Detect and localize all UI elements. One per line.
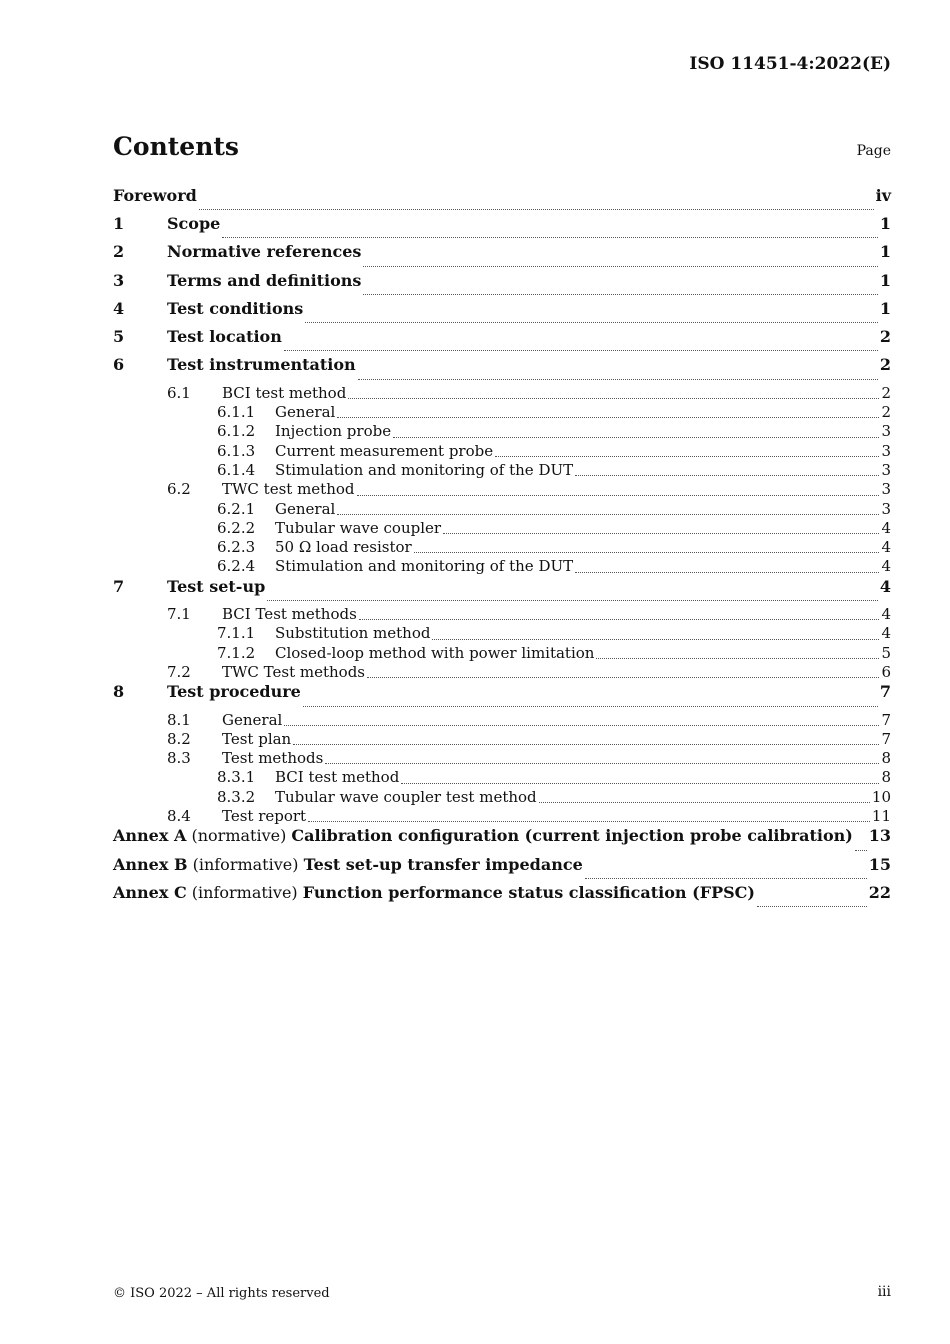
- toc-label: Stimulation and monitoring of the DUT: [275, 557, 574, 576]
- toc-number: 6.2: [167, 480, 191, 499]
- leader-dots: [284, 349, 878, 351]
- toc-number: 8: [113, 682, 125, 702]
- toc-page: 4: [881, 538, 891, 557]
- page-number: iii: [877, 1284, 891, 1300]
- toc-entry-annex-b[interactable]: [113, 855, 891, 883]
- toc-number: 6.2.2: [217, 518, 256, 537]
- copyright-notice: © ISO 2022 – All rights reserved: [113, 1286, 330, 1301]
- leader-dots: [337, 416, 879, 418]
- leader-dots: [357, 494, 880, 496]
- annex-name: Annex B: [113, 854, 188, 874]
- toc-page: 2: [879, 327, 891, 347]
- leader-dots: [359, 618, 880, 620]
- toc-page: 1: [879, 242, 891, 262]
- toc-label: Stimulation and monitoring of the DUT: [275, 460, 574, 479]
- leader-dots: [222, 236, 878, 238]
- toc-number: 6.1.3: [217, 441, 256, 460]
- toc-number: 8.3.1: [217, 768, 256, 787]
- toc-entry-6-2[interactable]: [113, 480, 891, 499]
- leader-dots: [575, 571, 879, 573]
- annex-title: Test set-up transfer impedance: [303, 854, 583, 874]
- table-of-contents: [113, 186, 891, 911]
- toc-entry-7-2[interactable]: [113, 663, 891, 682]
- annex-title: Function performance status classification (FPSC): [302, 882, 755, 902]
- toc-entry-7-1[interactable]: [113, 605, 891, 624]
- toc-label: Test procedure: [167, 682, 301, 702]
- leader-dots: [585, 877, 867, 879]
- leader-dots: [348, 397, 879, 399]
- toc-number: 1: [113, 214, 125, 233]
- annex-title: Calibration configuration (current injection probe calibration): [291, 826, 853, 846]
- toc-label: Test location: [167, 327, 282, 347]
- leader-dots: [363, 265, 877, 267]
- document-id: ISO 11451-4:2022(E): [689, 54, 891, 74]
- toc-entry-annex-c[interactable]: [113, 883, 891, 911]
- toc-page: 1: [879, 298, 891, 318]
- toc-entry-7-1-2[interactable]: [113, 644, 891, 663]
- toc-label: General: [275, 499, 336, 518]
- toc-label: BCI test method: [275, 768, 400, 787]
- toc-page: 11: [871, 807, 891, 826]
- toc-number: 2: [113, 242, 125, 262]
- leader-dots: [199, 208, 874, 210]
- toc-page: 10: [871, 787, 891, 806]
- toc-page: 4: [881, 557, 891, 576]
- page-column-label: Page: [856, 143, 891, 159]
- toc-entry-4[interactable]: [113, 299, 891, 327]
- toc-label: Foreword: [113, 186, 197, 205]
- toc-page: 2: [879, 355, 891, 375]
- toc-entry-8-3-1[interactable]: [113, 768, 891, 787]
- annex-name: Annex C: [113, 882, 187, 902]
- toc-page: iv: [875, 186, 891, 205]
- leader-dots: [596, 657, 879, 659]
- leader-dots: [401, 782, 879, 784]
- toc-page: 15: [868, 854, 891, 874]
- toc-label: BCI test method: [222, 383, 347, 402]
- toc-page: 8: [881, 768, 891, 787]
- toc-entry-6-1-2[interactable]: [113, 422, 891, 441]
- toc-entry-8-4[interactable]: [113, 807, 891, 826]
- toc-label: Closed-loop method with power limitation: [275, 643, 595, 662]
- toc-entry-annex-a[interactable]: [113, 826, 891, 854]
- toc-entry-6-2-4[interactable]: [113, 557, 891, 576]
- toc-page: 7: [881, 729, 891, 748]
- toc-number: 6.1: [167, 383, 191, 402]
- toc-number: 3: [113, 270, 125, 290]
- toc-label: TWC test method: [222, 480, 355, 499]
- toc-label: Test instrumentation: [167, 355, 356, 375]
- leader-dots: [757, 905, 867, 907]
- toc-page: 4: [879, 576, 891, 596]
- leader-dots: [358, 378, 878, 380]
- toc-page: 13: [868, 826, 891, 846]
- toc-entry-6-1-3[interactable]: [113, 442, 891, 461]
- toc-number: 4: [113, 298, 125, 318]
- toc-page: 4: [881, 624, 891, 643]
- toc-page: 8: [881, 749, 891, 768]
- toc-entry-foreword[interactable]: [113, 186, 891, 214]
- toc-entry-8-3-2[interactable]: [113, 788, 891, 807]
- toc-entry-6-1-1[interactable]: [113, 403, 891, 422]
- toc-entry-5[interactable]: [113, 327, 891, 355]
- leader-dots: [855, 849, 867, 851]
- toc-label: TWC Test methods: [222, 662, 365, 681]
- toc-label: Normative references: [167, 242, 362, 262]
- toc-label: 50 Ω load resistor: [275, 538, 412, 557]
- toc-label: General: [222, 710, 283, 729]
- toc-number: 6.1.2: [217, 422, 256, 441]
- toc-entry-7[interactable]: [113, 577, 891, 605]
- toc-label: Test plan: [222, 729, 292, 748]
- toc-page: 1: [879, 270, 891, 290]
- toc-page: 22: [868, 882, 891, 902]
- toc-label: Current measurement probe: [275, 441, 494, 460]
- toc-entry-2[interactable]: [113, 242, 891, 270]
- leader-dots: [575, 474, 879, 476]
- toc-entry-8[interactable]: [113, 682, 891, 710]
- toc-entry-6[interactable]: [113, 355, 891, 383]
- toc-page: 5: [881, 643, 891, 662]
- leader-dots: [367, 676, 879, 678]
- leader-dots: [539, 801, 870, 803]
- toc-number: 7.1.2: [217, 643, 256, 662]
- toc-number: 5: [113, 327, 125, 347]
- toc-label: Injection probe: [275, 422, 392, 441]
- toc-entry-6-2-2[interactable]: [113, 519, 891, 538]
- leader-dots: [267, 599, 878, 601]
- page-title: Contents: [113, 132, 240, 161]
- toc-label: Test report: [222, 807, 307, 826]
- toc-page: 1: [879, 214, 891, 233]
- toc-number: 6.2.1: [217, 499, 256, 518]
- leader-dots: [293, 743, 879, 745]
- title-row: [113, 132, 891, 161]
- toc-entry-8-1[interactable]: [113, 711, 891, 730]
- leader-dots: [284, 724, 879, 726]
- leader-dots: [495, 455, 879, 457]
- annex-type: (informative): [191, 882, 298, 902]
- toc-number: 7.1.1: [217, 624, 256, 643]
- toc-number: 8.2: [167, 729, 191, 748]
- toc-entry-6-1-4[interactable]: [113, 461, 891, 480]
- toc-number: 6.2.4: [217, 557, 256, 576]
- toc-page: 7: [881, 710, 891, 729]
- toc-label: Test set-up: [167, 576, 266, 596]
- leader-dots: [337, 513, 879, 515]
- toc-number: 7: [113, 576, 125, 596]
- toc-entry-3[interactable]: [113, 271, 891, 299]
- toc-label: Test methods: [222, 749, 324, 768]
- annex-type: (informative): [192, 854, 299, 874]
- toc-entry-1[interactable]: [113, 214, 891, 242]
- leader-dots: [325, 762, 879, 764]
- leader-dots: [305, 321, 878, 323]
- leader-dots: [432, 638, 879, 640]
- toc-page: 4: [881, 605, 891, 624]
- toc-label: Substitution method: [275, 624, 431, 643]
- toc-number: 7.2: [167, 662, 191, 681]
- toc-number: 8.3: [167, 749, 191, 768]
- leader-dots: [308, 820, 870, 822]
- leader-dots: [363, 293, 877, 295]
- toc-entry-6-2-1[interactable]: [113, 500, 891, 519]
- toc-page: 3: [881, 499, 891, 518]
- leader-dots: [443, 532, 879, 534]
- toc-label: Test conditions: [167, 298, 304, 318]
- toc-entry-7-1-1[interactable]: [113, 624, 891, 643]
- toc-entry-6-2-3[interactable]: [113, 538, 891, 557]
- toc-entry-8-3[interactable]: [113, 749, 891, 768]
- toc-number: 6.1.4: [217, 460, 256, 479]
- leader-dots: [414, 551, 880, 553]
- toc-number: 6.1.1: [217, 403, 256, 422]
- annex-name: Annex A: [113, 826, 187, 846]
- toc-number: 6: [113, 355, 125, 375]
- annex-type: (normative): [191, 826, 287, 846]
- toc-page: 3: [881, 460, 891, 479]
- toc-page: 2: [881, 403, 891, 422]
- toc-page: 2: [881, 383, 891, 402]
- toc-number: 7.1: [167, 605, 191, 624]
- toc-label: Tubular wave coupler: [275, 518, 442, 537]
- toc-number: 8.1: [167, 710, 191, 729]
- toc-entry-8-2[interactable]: [113, 730, 891, 749]
- toc-number: 8.3.2: [217, 787, 256, 806]
- toc-label: Scope: [167, 214, 221, 233]
- toc-label: Tubular wave coupler test method: [275, 787, 537, 806]
- toc-page: 4: [881, 518, 891, 537]
- toc-page: 3: [881, 441, 891, 460]
- toc-page: 3: [881, 422, 891, 441]
- toc-page: 6: [881, 662, 891, 681]
- toc-label: General: [275, 403, 336, 422]
- toc-number: 8.4: [167, 807, 191, 826]
- toc-label: BCI Test methods: [222, 605, 357, 624]
- toc-entry-6-1[interactable]: [113, 384, 891, 403]
- toc-number: 6.2.3: [217, 538, 256, 557]
- toc-label: Terms and definitions: [167, 270, 362, 290]
- toc-page: 3: [881, 480, 891, 499]
- leader-dots: [393, 436, 879, 438]
- leader-dots: [303, 705, 878, 707]
- toc-page: 7: [879, 682, 891, 702]
